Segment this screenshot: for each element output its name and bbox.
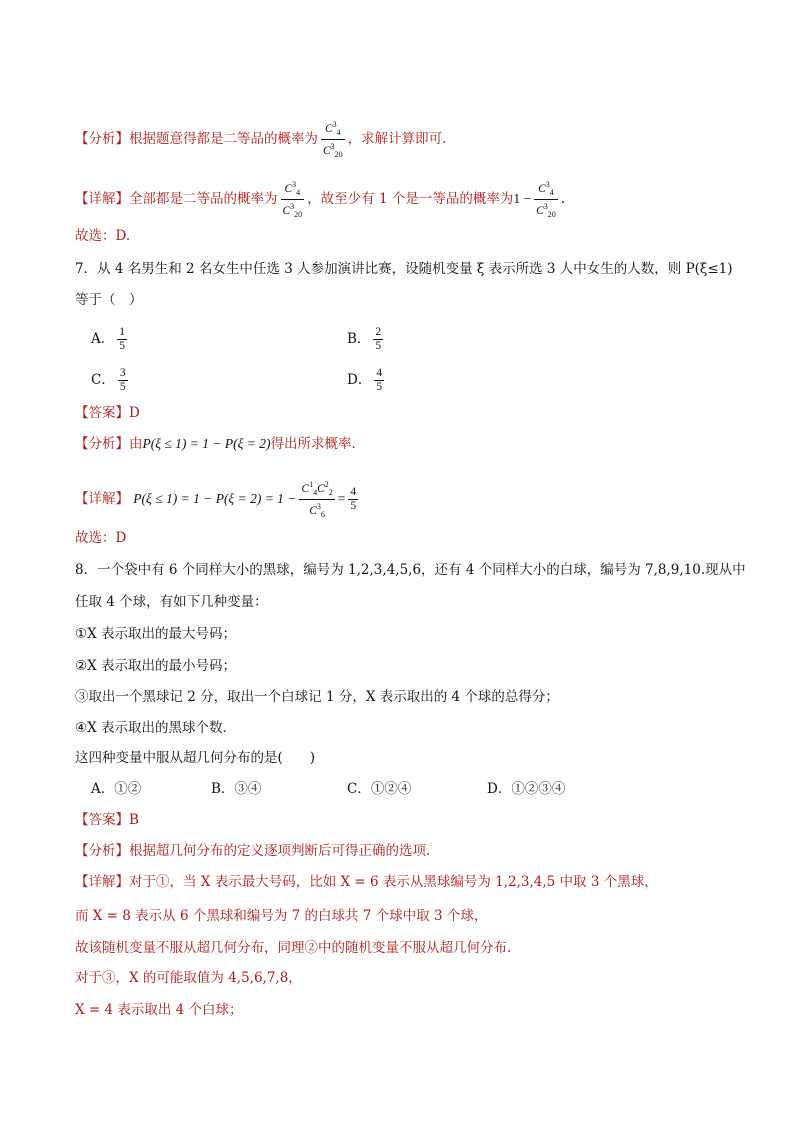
q8-stem-line1: 8．一个袋中有 6 个同样大小的黑球，编号为 1,2,3,4,5,6，还有 4 个同样大小的白球，编号为 7,8,9,10.现从中 bbox=[75, 562, 746, 578]
q7-option-a: A． $\frac{1}{5}$ bbox=[91, 326, 125, 352]
q6-analysis-text-a: 根据题意得都是二等品的概率为 bbox=[129, 131, 318, 147]
q8-item-2: ②X 表示取出的最小号码； bbox=[75, 658, 237, 674]
q7-option-c: C． $\frac{3}{5}$ bbox=[91, 367, 126, 393]
q6-analysis-text-b: ，求解计算即可. bbox=[347, 131, 447, 147]
q6-choose-line: 故选：D. bbox=[75, 228, 131, 244]
q7-answer-tag: 【答案】 bbox=[75, 405, 129, 421]
q8-detail-line5: X = 4 表示取出 4 个白球； bbox=[75, 1002, 243, 1018]
q8-detail-line2: 而 X = 8 表示从 6 个黑球和编号为 7 的白球共 7 个球中取 3 个球， bbox=[75, 908, 488, 924]
q8-stem-line2: 任取 4 个球，有如下几种变量： bbox=[75, 594, 268, 610]
q7-detail-fraction: $\frac{C^1_4C^2_2}{C^3_6}$ bbox=[301, 480, 333, 519]
q7-stem-line2: 等于（ ） bbox=[75, 292, 143, 308]
q6-analysis-fraction: $\frac{C^3_4}{C^3_{20}}$ bbox=[323, 120, 343, 159]
q7-answer-line bbox=[75, 403, 140, 423]
q8-question: 这四种变量中服从超几何分布的是( ) bbox=[75, 750, 316, 766]
q8-analysis-line: 【分析】根据超几何分布的定义逐项判断后可得正确的选项. bbox=[75, 843, 431, 859]
q7-analysis-tag: 【分析】 bbox=[75, 436, 129, 452]
q7-choose-line: 故选：D bbox=[75, 530, 127, 546]
q8-detail-line3: 故该随机变量不服从超几何分布，同理②中的随机变量不服从超几何分布. bbox=[75, 940, 512, 956]
q6-detail-line bbox=[75, 178, 565, 221]
q8-analysis-tag: 【分析】 bbox=[75, 843, 129, 859]
q7-detail-line: 【详解】 P(ξ ≤ 1) = 1 − P(ξ = 2) = 1 − $\frac{C^1_4C^2_2}{C^3_6}$ = $\frac{4}{5}$ bbox=[75, 480, 357, 519]
q7-option-b: B． $\frac{2}{5}$ bbox=[347, 326, 382, 352]
q6-analysis-tag: 【分析】 bbox=[75, 131, 129, 147]
q7-analysis-line: 【分析】由P(ξ ≤ 1) = 1 − P(ξ = 2)得出所求概率. bbox=[75, 436, 356, 452]
q7-option-d: D． $\frac{4}{5}$ bbox=[347, 367, 383, 393]
q6-detail-fraction-1: $\frac{C^3_4}{C^3_{20}}$ bbox=[282, 180, 303, 219]
q6-analysis-line bbox=[75, 118, 446, 161]
q6-detail-text-a: 全部都是二等品的概率为 bbox=[129, 191, 278, 207]
q6-detail-text-b: ，故至少有 1 个是一等品的概率为 bbox=[307, 191, 514, 207]
q8-item-3: ③取出一个黑球记 2 分，取出一个白球记 1 分，X 表示取出的 4 个球的总得分； bbox=[75, 689, 559, 705]
q6-detail-one-minus: 1 − bbox=[513, 191, 532, 206]
q7-stem-line1: 7．从 4 名男生和 2 名女生中任选 3 人参加演讲比赛，设随机变量 ξ 表示所选 3 人中女生的人数，则 P(ξ≤1) bbox=[75, 261, 733, 277]
q8-detail-line1: 【详解】对于①，当 X 表示最大号码，比如 X = 6 表示从黑球编号为 1,2,3,4,5 中取 3 个黑球， bbox=[75, 874, 658, 890]
q8-item-1: ①X 表示取出的最大号码； bbox=[75, 626, 237, 642]
q7-detail-result: $\frac{4}{5}$ bbox=[350, 486, 357, 512]
q8-option-a: A．①② bbox=[91, 781, 142, 797]
q8-option-b: B．③④ bbox=[211, 781, 262, 797]
q7-analysis-formula: P(ξ ≤ 1) = 1 − P(ξ = 2) bbox=[142, 436, 271, 451]
q7-detail-formula: P(ξ ≤ 1) = 1 − P(ξ = 2) = 1 − bbox=[133, 491, 297, 506]
q8-option-c: C．①②④ bbox=[347, 781, 412, 797]
q8-detail-line4: 对于③，X 的可能取值为 4,5,6,7,8， bbox=[75, 970, 302, 986]
q7-detail-tag: 【详解】 bbox=[75, 491, 129, 507]
q8-answer-value: B bbox=[129, 812, 139, 828]
q6-detail-fraction-2: $\frac{C^3_4}{C^3_{20}}$ bbox=[536, 180, 556, 219]
q8-option-d: D．①②③④ bbox=[487, 781, 566, 797]
q8-item-4: ④X 表示取出的黑球个数． bbox=[75, 720, 237, 736]
q6-detail-end: . bbox=[560, 191, 566, 207]
q8-answer-tag: 【答案】 bbox=[75, 812, 129, 828]
q6-detail-tag: 【详解】 bbox=[75, 191, 129, 207]
q8-answer-line bbox=[75, 810, 139, 830]
q7-answer-value: D bbox=[129, 405, 140, 421]
q8-detail-tag: 【详解】 bbox=[75, 874, 129, 890]
